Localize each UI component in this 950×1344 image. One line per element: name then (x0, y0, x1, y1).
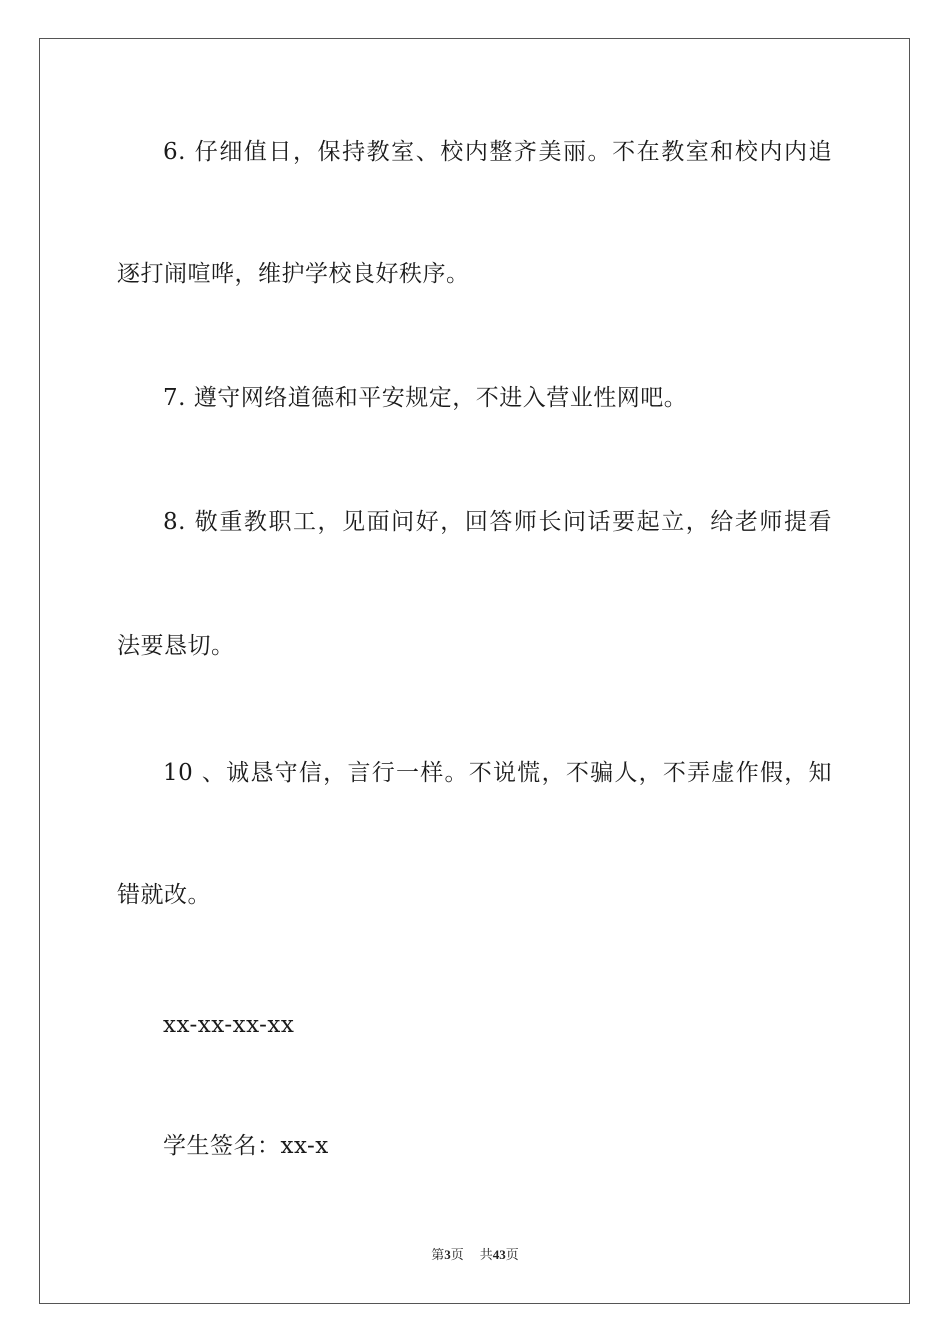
student-signature-line: 学生签名：xx-x (163, 1133, 329, 1159)
footer-page-total: 43 (492, 1247, 506, 1262)
footer-total-suffix: 页 (505, 1247, 519, 1262)
footer-total-prefix: 共 (479, 1247, 493, 1262)
paragraph-8-line-1: 8. 敬重教职工，见面问好，回答师长问话要起立，给老师提看 (163, 509, 832, 535)
footer-page-suffix: 页 (450, 1247, 464, 1262)
page-footer (0, 1246, 950, 1264)
paragraph-6-line-2: 逐打闹喧哗，维护学校良好秩序。 (117, 261, 470, 287)
page-border (39, 38, 910, 1304)
footer-page-current: 3 (444, 1247, 451, 1262)
paragraph-10-line-2: 错就改。 (117, 882, 211, 908)
paragraph-10-line-1: 10 、诚恳守信，言行一样。不说慌，不骗人，不弄虚作假，知 (163, 760, 832, 786)
paragraph-6-line-1: 6. 仔细值日，保持教室、校内整齐美丽。不在教室和校内内追 (163, 139, 832, 165)
footer-page-prefix: 第 (431, 1247, 445, 1262)
date-line: xx-xx-xx-xx (163, 1012, 295, 1038)
paragraph-8-line-2: 法要恳切。 (117, 633, 235, 659)
paragraph-7-line-1: 7. 遵守网络道德和平安规定，不进入营业性网吧。 (163, 385, 688, 411)
